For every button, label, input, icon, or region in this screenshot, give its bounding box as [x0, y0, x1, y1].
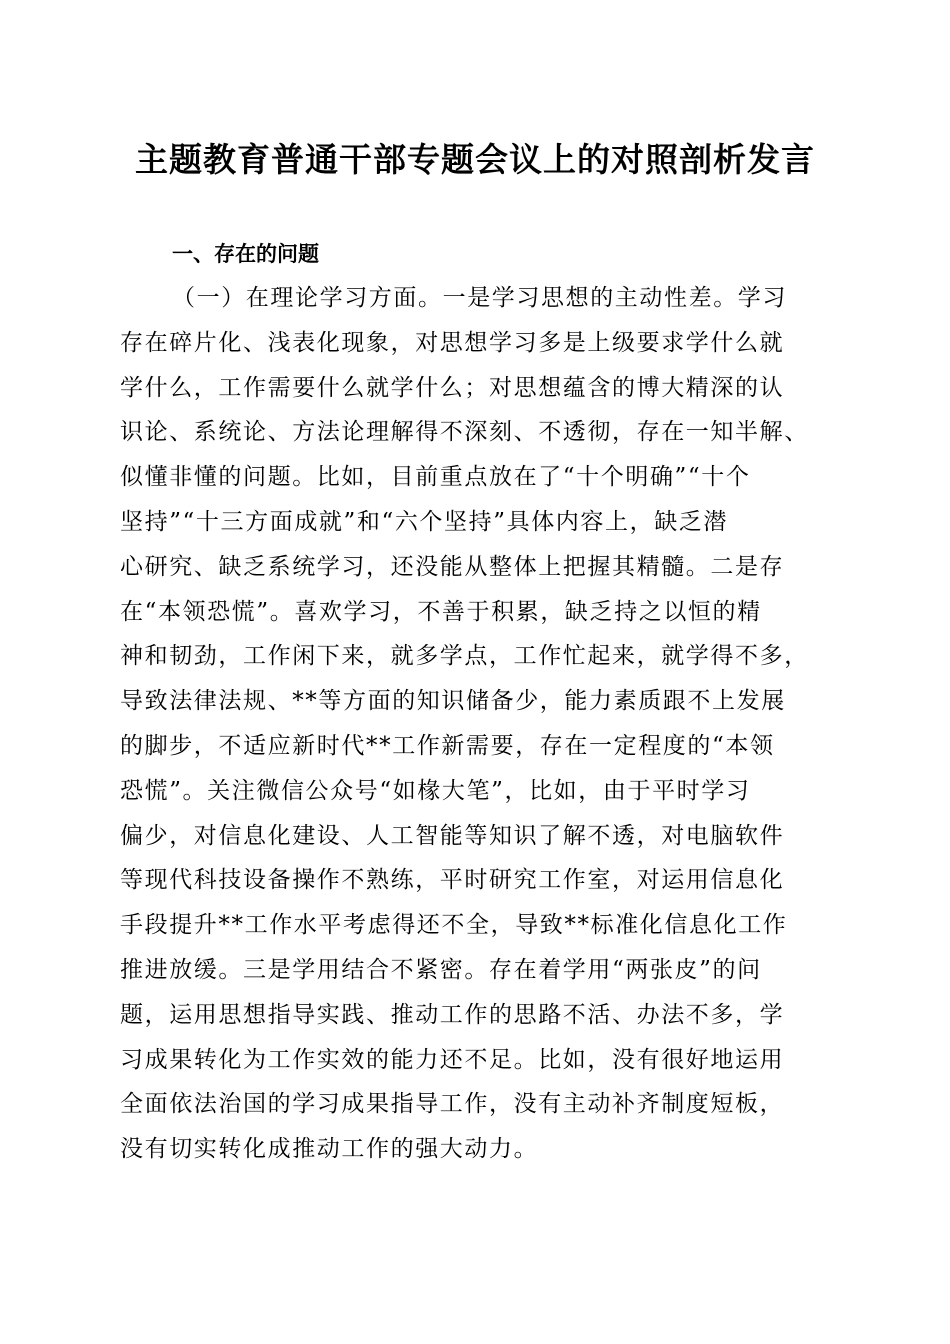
body-paragraph: [120, 276, 832, 1172]
paragraph-line: 全面依法治国的学习成果指导工作，没有主动补齐制度短板，: [120, 1091, 785, 1118]
paragraph-line: 神和韧劲，工作闲下来，就多学点，工作忙起来，就学得不多，: [120, 643, 809, 670]
paragraph-line: 手段提升**工作水平考虑得还不全，导致**标准化信息化工作: [120, 912, 788, 939]
document-title: 主题教育普通干部专题会议上的对照剖析发言: [135, 140, 815, 179]
paragraph-line: 恐慌”。关注微信公众号“如椽大笔”，比如，由于平时学习: [120, 777, 751, 804]
paragraph-line: 似懂非懂的问题。比如，目前重点放在了“十个明确”“十个: [120, 464, 751, 491]
section-heading-problems: 一、存在的问题: [172, 242, 319, 266]
paragraph-line: 坚持”“十三方面成就”和“六个坚持”具体内容上，缺乏潜: [120, 508, 728, 535]
paragraph-line: 推进放缓。三是学用结合不紧密。存在着学用“两张皮”的问: [120, 956, 762, 983]
paragraph-line: 识论、系统论、方法论理解得不深刻、不透彻，存在一知半解、: [120, 419, 809, 446]
paragraph-line: 习成果转化为工作实效的能力还不足。比如，没有很好地运用: [120, 1046, 785, 1073]
paragraph-line: 导致法律法规、**等方面的知识储备少，能力素质跟不上发展: [120, 688, 786, 715]
paragraph-line: 学什么，工作需要什么就学什么；对思想蕴含的博大精深的认: [120, 374, 785, 401]
paragraph-line: 心研究、缺乏系统学习，还没能从整体上把握其精髓。二是存: [120, 553, 785, 580]
paragraph-line: （一）在理论学习方面。一是学习思想的主动性差。学习: [172, 285, 787, 311]
paragraph-line: 题，运用思想指导实践、推动工作的思路不活、办法不多，学: [120, 1001, 785, 1028]
paragraph-line: 的脚步，不适应新时代**工作新需要，存在一定程度的“本领: [120, 732, 775, 759]
paragraph-line: 存在碎片化、浅表化现象，对思想学习多是上级要求学什么就: [120, 329, 785, 356]
paragraph-line: 等现代科技设备操作不熟练，平时研究工作室，对运用信息化: [120, 867, 785, 894]
paragraph-line: 在“本领恐慌”。喜欢学习，不善于积累，缺乏持之以恒的精: [120, 598, 762, 625]
paragraph-line: 没有切实转化成推动工作的强大动力。: [120, 1136, 539, 1163]
paragraph-line: 偏少，对信息化建设、人工智能等知识了解不透，对电脑软件: [120, 822, 785, 849]
